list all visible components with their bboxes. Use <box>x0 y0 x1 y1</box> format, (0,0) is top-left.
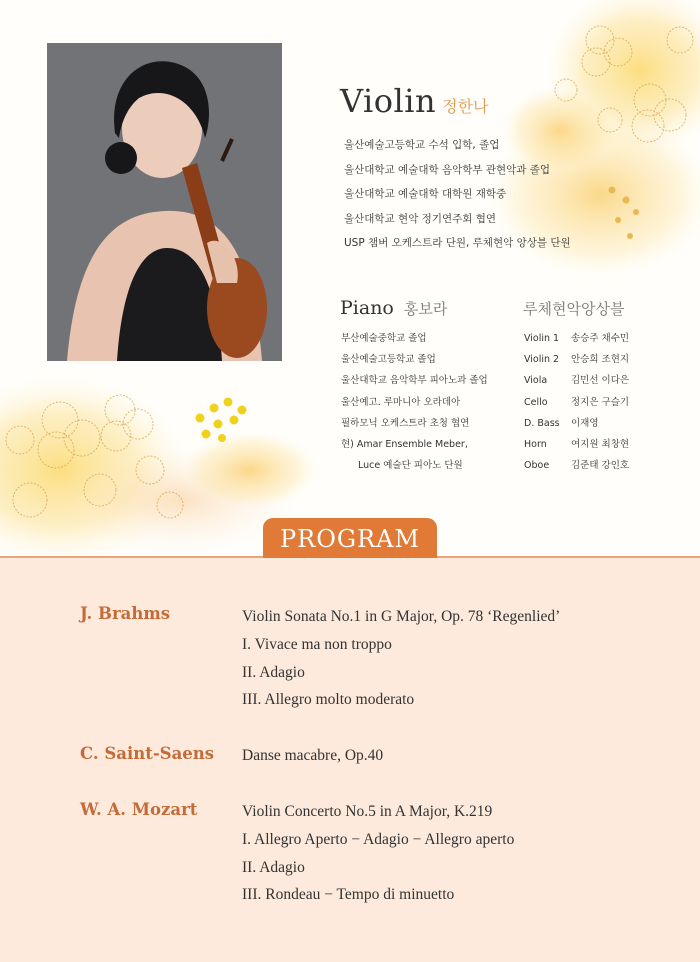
ensemble-member-row <box>524 460 629 481</box>
ensemble-member-row <box>524 333 629 354</box>
piano-bio-item: 울산대학교 음악학부 피아노과 졸업 <box>341 375 488 387</box>
piano-bio-item: 필하모닉 오케스트라 초청 협연 <box>341 417 470 429</box>
violin-soloist-name: 정한나 <box>442 97 489 116</box>
ensemble-member-row <box>524 354 629 375</box>
piano-instrument-title: Piano <box>340 297 394 319</box>
work-movement: III. Rondeau − Tempo di minuetto <box>242 886 455 904</box>
work-movement: II. Adagio <box>242 663 305 681</box>
piano-soloist-name: 홍보라 <box>403 300 448 318</box>
work-title: Violin Sonata No.1 in G Major, Op. 78 ‘Regenlied’ <box>242 608 561 625</box>
ensemble-instrument: Violin 2 <box>524 354 560 366</box>
violin-bio-list <box>344 138 571 261</box>
ensemble-member-names: 이재영 <box>571 417 599 429</box>
ensemble-member-names: 여지원 최창현 <box>571 438 630 450</box>
violin-instrument-title: Violin <box>340 82 437 120</box>
violinist-portrait-photo <box>47 43 282 361</box>
composer-name: J. Brahms <box>80 604 171 623</box>
ensemble-instrument: Horn <box>524 438 547 450</box>
piano-bio-item: 현) Amar Ensemble Meber, <box>341 438 468 450</box>
violin-bio-item: 울산대학교 예술대학 음악학부 관현악과 졸업 <box>344 163 551 176</box>
ensemble-member-names: 송승주 채수민 <box>571 333 630 344</box>
piano-bio-item: 부산예술중학교 졸업 <box>341 333 427 344</box>
work-movement: III. Allegro molto moderato <box>242 691 415 709</box>
ensemble-instrument: Cello <box>524 396 548 408</box>
composer-works-list <box>242 747 383 775</box>
violin-bio-item: USP 챔버 오케스트라 단원, 루체현악 앙상블 단원 <box>344 237 571 249</box>
ensemble-instrument: D. Bass <box>524 417 560 429</box>
ensemble-member-row <box>524 439 629 460</box>
work-movement: I. Vivace ma non troppo <box>242 635 392 653</box>
ensemble-member-row <box>524 397 629 418</box>
program-tab-label: PROGRAM <box>263 518 437 558</box>
ensemble-member-names: 안승희 조현지 <box>571 354 630 366</box>
violin-bio-item: 울산대학교 현악 정기연주회 협연 <box>344 212 497 225</box>
piano-bio-item: Luce 예술단 피아노 단원 <box>358 460 463 472</box>
ensemble-instrument: Oboe <box>524 460 550 472</box>
piano-soloist-heading <box>340 297 447 319</box>
composer-name: W. A. Mozart <box>80 800 198 819</box>
violin-soloist-heading <box>340 82 489 120</box>
composer-name: C. Saint-Saens <box>80 744 215 763</box>
ensemble-instrument: Violin 1 <box>524 333 560 344</box>
piano-bio-item: 울산예술고등학교 졸업 <box>341 354 436 366</box>
ensemble-member-names: 정지은 구슬기 <box>571 396 630 408</box>
violin-bio-item: 울산대학교 예술대학 대학원 재학중 <box>344 188 507 200</box>
ensemble-title: 루체현악앙상블 <box>523 300 625 318</box>
piano-bio-item: 울산예고. 루마니아 오라데아 <box>341 396 461 408</box>
ensemble-member-list <box>524 333 629 481</box>
ensemble-instrument: Viola <box>524 375 548 387</box>
ensemble-member-names: 김준태 강인호 <box>571 460 630 472</box>
composer-works-list <box>242 803 514 914</box>
piano-bio-list <box>341 333 488 481</box>
work-movement: II. Adagio <box>242 858 305 876</box>
ensemble-member-names: 김민선 이다은 <box>571 375 630 387</box>
ensemble-member-row <box>524 375 629 396</box>
violin-bio-item: 울산예술고등학교 수석 입학, 졸업 <box>344 139 500 151</box>
ensemble-member-row <box>524 418 629 439</box>
work-movement: I. Allegro Aperto − Adagio − Allegro aperto <box>242 830 515 848</box>
composer-works-list <box>242 608 560 719</box>
work-title: Violin Concerto No.5 in A Major, K.219 <box>242 803 493 820</box>
work-title: Danse macabre, Op.40 <box>242 747 384 764</box>
